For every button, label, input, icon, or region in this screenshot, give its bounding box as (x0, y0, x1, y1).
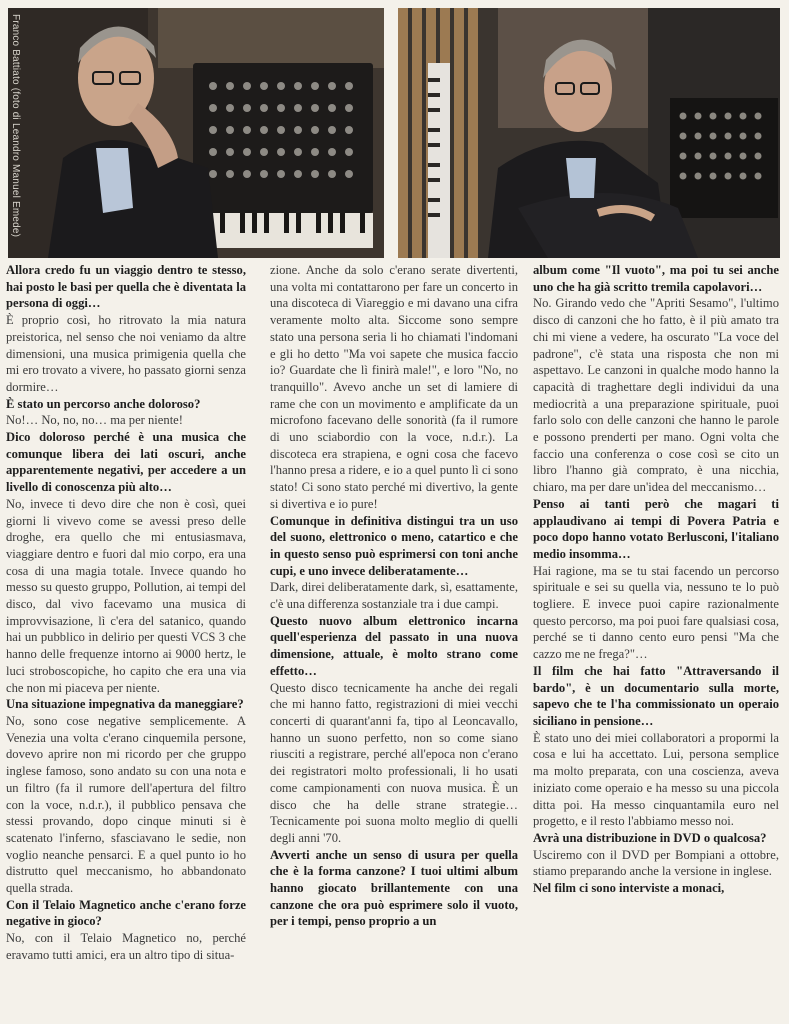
photo-left-illustration (8, 8, 384, 258)
article-column-1 (6, 262, 246, 964)
interview-question: Il film che hai fatto "Attraversando il bardo", è un documentario sulla morte, sapevo che te l'ha commissionato un operaio siciliano in pensione… (533, 663, 779, 728)
interview-answer: No, con il Telaio Magnetico no, perché eravamo tutti amici, era un altro tipo di situa- (6, 931, 246, 962)
interview-answer: No. Girando vedo che "Apriti Sesamo", l'ultimo disco di canzoni che ho fatto, è il più amato tra chi mi viene a vedere, ha oscurato "La voce del padrone", c'è stata una risposta che non mi aspettavo. Le canzoni in qualche modo hanno la capacità di traghettare degli individui da una mediocrità a una preparazione spirituale, puoi farlo solo con delle canzoni che hanno le parole e possono prenderti per mano. Ogni volta che faccio una conferenza o cose così se cito un libro l'hanno già comprato, è una nicchia, chiaro, ma per dare un'idea del meccanismo… (533, 296, 779, 495)
photo-right-illustration (398, 8, 780, 258)
photo-credit: Franco Battiato (foto di Leandro Manuel Emede) (10, 14, 21, 238)
interview-question: Avrà una distribuzione in DVD o qualcosa? (533, 830, 767, 845)
interview-answer: Usciremo con il DVD per Bompiani a ottobre, stiamo preparando anche la versione in inglese. (533, 847, 779, 879)
interview-question: Avverti anche un senso di usura per quella che è la forma canzone? I tuoi ultimi album hanno giocato brillantemente con una canzone che ora può esprimere solo il vuoto, per i tempi, penso proprio a un (270, 847, 518, 929)
article-column-2 (270, 262, 518, 930)
interview-answer: No!… No, no, no… ma per niente! (6, 413, 183, 428)
interview-answer: È proprio così, ho ritrovato la mia natura preistorica, nel senso che noi veniamo da altre dimensioni, una musica primigenia quella che mi ero trovato a vivere, ho passato giorni senza dormire… (6, 313, 246, 394)
interview-answer: No, sono cose negative semplicemente. A Venezia una volta c'erano cinquemila persone, dovevo aprire non mi ricordo per che gruppo inglese famoso, sono andato su con una nota e un filtro (fa il rumore dell'apertura del filtro con la voce, n.d.r.), il pubblico pensava che stessi provando, dopo cinque minuti si è scatenato l'inferno, sfasciavano le sedie, non voglio neanche pensarci. E a quel punto io ho distrutto quel meccanismo, ho abbandonato quella strada. (6, 713, 246, 896)
interview-question: album come "Il vuoto", ma poi tu sei anche uno che ha già scritto tremila capolavori… (533, 263, 779, 294)
interview-answer: Questo disco tecnicamente ha anche dei regali che mi hanno fatto, registrazioni di miei vecchi concerti di quarant'anni fa, tipo al Leoncavallo, hanno un suono perfetto, non so come siano riusciti a registrare, perché all'epoca non c'erano dei registratori molto professionali, li ho usati come campionamenti con nuova musica. È un disco che ha delle strane strategie… Tecnicamente poi suona molto meglio di quelli degli anni '70. (270, 680, 518, 845)
interview-answer: È stato uno dei miei collaboratori a propormi la cosa e lui ha accettato. Lui, persona semplice ma molto preparata, con una coscienza, aveva iniziato come operaio e ha messo su una piccola ditta poi. Ha messo cinquantamila euro nel progetto, e il resto l'abbiamo messo noi. (533, 730, 779, 829)
interview-question: Comunque in definitiva distingui tra un uso del suono, elettronico o meno, catartico e che in questo senso può esprimersi con toni anche cupi, e uno invece deliberatamente… (270, 513, 518, 578)
photo-battiato-seated (398, 8, 780, 258)
interview-question: Penso ai tanti però che magari ti applaudivano ai tempi di Povera Patria e poco dopo hanno votato Berlusconi, l'italiano medio insomma… (533, 496, 779, 561)
photo-battiato-synth (8, 8, 384, 258)
interview-question: Nel film ci sono interviste a monaci, (533, 881, 725, 896)
interview-answer: Dark, direi deliberatamente dark, sì, esattamente, c'è una differenza sostanziale tra i due campi. (270, 580, 518, 612)
interview-question: È stato un percorso anche doloroso? (6, 396, 201, 411)
interview-answer: zione. Anche da solo c'erano serate divertenti, una volta mi contattarono per fare un concerto in una discoteca di Viareggio e mi davano una cifra veramente molto alta. Siccome sono sempre stato una persona seria li ho chiamati l'indomani e gli ho detto "Ma voi sapete che musica faccio io? Guardate che lì finirà male!", e loro "No, no tranquillo". Avevo anche un set di lamiere di rame che con un movimento e amplificate da un microfono facevano delle sonorità (fa il rumore di uno sciabordio con la voce, n.d.r.). La discoteca era strapiena, e ogni cosa che facevo l'hanno presa a ridere, e io a quel punto lì ci sono stato! Ci sono stato perché mi divertivo, la gente si divertiva e io pure! (270, 263, 518, 511)
interview-question: Allora credo fu un viaggio dentro te stesso, hai posto le basi per quella che è diventata la persona di oggi… (6, 263, 246, 311)
interview-question: Con il Telaio Magnetico anche c'erano forze negative in gioco? (6, 897, 246, 929)
interview-answer: No, invece ti devo dire che non è così, quei giorni li vivevo come se avessi preso delle droghe, era quello che mi entusiasmava, viaggiare dentro e fuori dal mio corpo, era una cosa di una magia totale. Invece quando ho messo su questo gruppo, Pollution, ai tempi del disco, dal vivo facevamo una musica di improvvisazione, lì c'era del satanico, quando hai un pubblico in delirio per questi VCS 3 che hanno delle frequenze intorno ai 9000 hertz, le luci stroboscopiche, ho capito che era una via che non mi piaceva per niente. (6, 496, 246, 695)
interview-answer: Hai ragione, ma se tu stai facendo un percorso spirituale e sei su quella via, nessuno te lo può togliere. E invece puoi capire razionalmente questo percorso, ma poi puoi fare qualsiasi cosa, perché se ti danno cento euro pensi "Ma che cazzo me ne frega?"… (533, 563, 779, 662)
article-column-3 (533, 262, 779, 897)
interview-question: Una situazione impegnativa da maneggiare? (6, 697, 244, 712)
interview-question: Questo nuovo album elettronico incarna quell'esperienza del passato in una nuova dimensione, attuale, è molto strano come effetto… (270, 613, 518, 678)
interview-question: Dico doloroso perché è una musica che comunque libera dei lati oscuri, anche apparentemente negativi, per accedere a un livello di conoscenza più alto… (6, 430, 246, 495)
